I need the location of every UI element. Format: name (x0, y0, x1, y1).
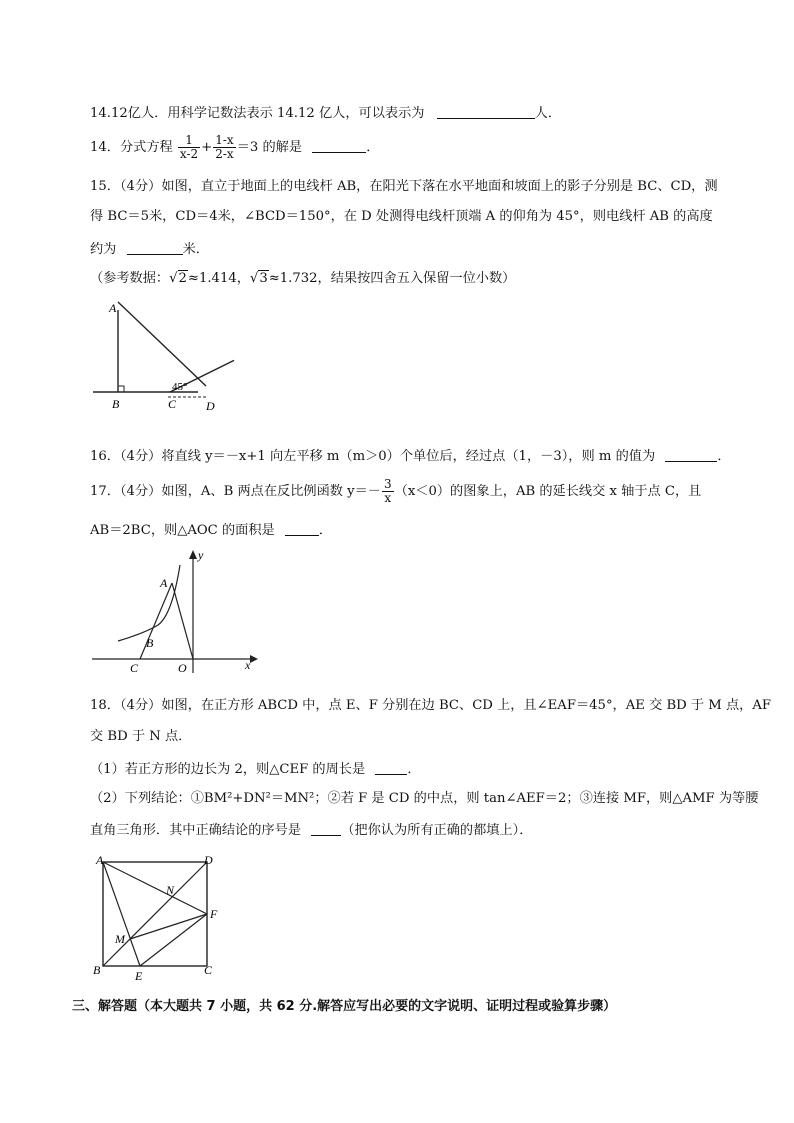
q15-reference: （参考数据：√2≈1.414，√3≈1.732，结果按四舍五入保留一位小数） (90, 271, 516, 286)
x-axis-arrow (250, 655, 258, 663)
label-e: E (135, 969, 143, 983)
label-c: C (168, 397, 177, 411)
segment-ef (140, 914, 207, 966)
q18-line2: 交 BD 于 N 点． (90, 729, 192, 744)
q14-number: 14． (90, 140, 120, 155)
q18-part2-blank[interactable] (311, 821, 341, 836)
label-y: y (198, 548, 204, 562)
q14-prefix: 分式方程 (119, 140, 173, 155)
q17-fraction: $\frac{3}{x}$ (384, 477, 392, 505)
label-m: M (115, 932, 125, 946)
sqrt-2: √2 (169, 271, 187, 286)
label-a: A (96, 853, 104, 867)
q18-line1: 18．（4分）如图，在正方形 ABCD 中，点 E、F 分别在边 BC、CD 上，且∠EAF＝45°，AE 交 BD 于 M 点，AF (90, 698, 772, 713)
label-b: B (112, 397, 120, 411)
y-axis-arrow (189, 550, 197, 559)
q18-figure (90, 850, 230, 985)
q18-part3: 直角三角形．其中正确结论的序号是 （把你认为所有正确的都填上）． (90, 823, 533, 838)
label-x: x (245, 658, 251, 672)
q15-line3 (90, 240, 209, 259)
q14-answer-blank[interactable] (312, 138, 366, 153)
label-angle: 45° (172, 381, 188, 393)
q14-fraction-2: $\frac{1-x}{2-x}$ (215, 133, 234, 161)
question-14 (90, 134, 379, 161)
hyperbola-curve (118, 565, 180, 641)
right-angle-mark (118, 386, 124, 392)
label-a: A (160, 576, 168, 590)
q14-suffix: ＝3 的解是 (236, 140, 303, 155)
section-3-heading: 三、解答题（本大题共 7 小题，共 62 分.解答应写出必要的文字说明、证明过程或验算步骤） (72, 999, 617, 1014)
q14-plus: + (201, 140, 213, 155)
label-b: B (146, 636, 154, 650)
q15-answer-blank[interactable] (127, 240, 183, 255)
q15-line3-pre: 约为 (90, 242, 117, 257)
diagonal-bd (103, 862, 207, 966)
q14-fraction-1: $\frac{1}{x-2}$ (179, 133, 199, 161)
label-c: C (204, 963, 213, 977)
q13-unit: 人． (534, 106, 562, 121)
q17-figure (90, 545, 260, 675)
q13-continuation (90, 104, 561, 123)
segment-mf (130, 914, 207, 939)
q13-answer-blank[interactable] (437, 104, 535, 119)
label-o: O (178, 661, 187, 675)
label-f: F (210, 907, 218, 921)
q18-part1-blank[interactable] (375, 760, 407, 775)
q17-line2: AB＝2BC，则△AOC 的面积是 ． (90, 523, 333, 538)
q18-part2: （2）下列结论：①BM²+DN²＝MN²；②若 F 是 CD 的中点，则 tan∠AEF＝2；③连接 MF，则△AMF 为等腰 (90, 791, 759, 806)
q15-line1: 15．（4分）如图，直立于地面上的电线杆 AB，在阳光下落在水平地面和坡面上的影子分别是 BC、CD，测 (90, 179, 718, 194)
q16-answer-blank[interactable] (665, 447, 717, 462)
q18-part1: （1）若正方形的边长为 2，则△CEF 的周长是 ． (90, 762, 421, 777)
q15-line2: 得 BC＝5米，CD＝4米，∠BCD＝150°，在 D 处测得电线杆顶端 A 的仰角为 45°，则电线杆 AB 的高度 (90, 209, 713, 224)
label-d: D (204, 853, 213, 867)
label-d: D (206, 399, 215, 413)
q15-figure (88, 298, 268, 438)
q17-line1: 17．（4分）如图，A、B 两点在反比例函数 y＝－ $\frac{3}{x}$ （x＜0）的图象上，AB 的延长线交 x 轴于点 C，且 (90, 477, 702, 505)
line-ac (140, 583, 172, 659)
q15-line3-post: 米． (182, 242, 209, 257)
question-16: 16．（4分）将直线 y＝－x+1 向左平移 m（m＞0）个单位后，经过点（1，－3），则 m 的值为 ． (90, 449, 731, 464)
label-b: B (93, 963, 101, 977)
sun-ray-ad (118, 302, 206, 386)
sqrt-3: √3 (249, 271, 268, 286)
q14-end: ． (366, 140, 380, 155)
q13-text: 14.12亿人．用科学记数法表示 14.12 亿人，可以表示为 (90, 106, 425, 121)
q17-answer-blank[interactable] (285, 521, 319, 536)
q16-text: 16．（4分）将直线 y＝－x+1 向左平移 m（m＞0）个单位后，经过点（1，－3），则 m 的值为 (90, 449, 656, 464)
line-ao (172, 583, 193, 659)
label-n: N (166, 883, 175, 897)
label-c: C (130, 661, 139, 675)
label-a: A (109, 301, 117, 315)
